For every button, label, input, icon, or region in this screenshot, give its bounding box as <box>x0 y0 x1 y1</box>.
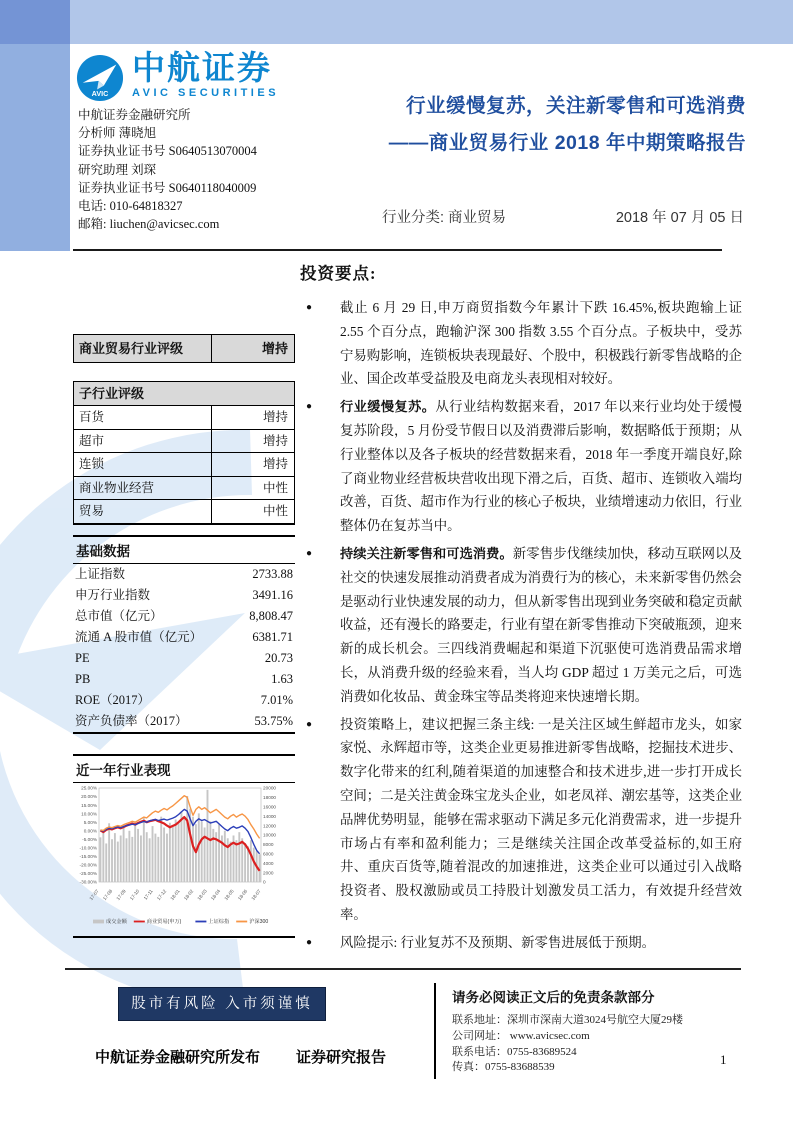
row-value: 2733.88 <box>252 566 293 581</box>
table-row <box>74 477 294 501</box>
phone-line: 电话: 010-64818327 <box>78 199 183 214</box>
row-label: 百货 <box>74 406 212 429</box>
svg-text:16000: 16000 <box>263 804 277 809</box>
table-row <box>74 453 294 477</box>
bullet-text <box>340 713 742 927</box>
report-meta <box>382 206 744 227</box>
sidebar <box>73 334 295 938</box>
assistant-license: 证券执业证书号 S0640118040009 <box>78 180 257 195</box>
svg-text:商业贸易(申万): 商业贸易(申万) <box>146 918 182 925</box>
svg-text:0.00%: 0.00% <box>83 827 97 833</box>
row-label: 申万行业指数 <box>75 587 151 602</box>
bullet-lead: 持续关注新零售和可选消费。 <box>340 545 513 561</box>
top-band-left <box>0 0 70 44</box>
table-row <box>73 585 295 606</box>
page-number: 1 <box>720 1052 727 1067</box>
svg-text:10000: 10000 <box>263 832 277 838</box>
risk-warning-box: 股市有风险 入市须谨慎 <box>118 987 326 1021</box>
row-label: 资产负债率（2017） <box>75 713 188 728</box>
svg-text:17-09: 17-09 <box>115 888 127 901</box>
svg-text:18-01: 18-01 <box>169 888 181 901</box>
bullet-body: 投资策略上，建议把握三条主线: 一是关注区域生鲜超市龙头，如家家悦、永辉超市等，这类企业更易推进新零售战略，挖掘技术进步、数字化带来的红利,随着渠道的加速整合和技术进步,进一步打开成长空间；二是关注黄金珠宝龙头企业，如老凤祥、潮宏基等，这类企业品牌优势明显，能够在需求驱动下满足多元化消费需求，进一步提升市场占有率和盈利能力；三是继续关注国企改革受益标的,如王府井、重庆百货等,随着混改的加速推进，这类企业可以通过引入战略投资者、股权激励或员工持股计划激发员工活力，有效提升经营效率。 <box>340 716 742 922</box>
svg-text:成交金额: 成交金额 <box>106 918 127 925</box>
assistant-name: 研究助理 刘琛 <box>78 162 157 177</box>
svg-text:12000: 12000 <box>263 822 277 828</box>
contact-phone: 联系电话：0755-83689524 <box>452 1045 577 1058</box>
svg-text:17-11: 17-11 <box>142 888 154 901</box>
industry-rating-label: 商业贸易行业评级 <box>74 335 212 362</box>
svg-text:18-06: 18-06 <box>236 888 249 901</box>
svg-text:5.00%: 5.00% <box>83 819 97 825</box>
svg-text:20.00%: 20.00% <box>81 793 97 799</box>
bullet-text <box>340 542 742 709</box>
svg-text:18-05: 18-05 <box>223 888 235 901</box>
logo-name-en: AVIC SECURITIES <box>132 87 280 99</box>
analyst-license: 证券执业证书号 S0640513070004 <box>78 144 257 159</box>
logo-name-cn: 中航证券 <box>132 49 272 86</box>
row-label: 贸易 <box>74 500 212 523</box>
industry-category: 行业分类: 商业贸易 <box>382 210 507 226</box>
analyst-info <box>78 106 378 233</box>
svg-text:18-04: 18-04 <box>209 888 222 901</box>
row-label: ROE（2017） <box>75 692 151 707</box>
section-title-investment-points: 投资要点: <box>300 264 377 283</box>
base-data-table <box>73 535 295 734</box>
table-row <box>73 711 295 732</box>
row-value: 6381.71 <box>252 629 293 644</box>
table-row <box>73 606 295 627</box>
row-label: 超市 <box>74 430 212 453</box>
row-value: 中性 <box>262 480 288 495</box>
analyst-name: 分析师 薄晓旭 <box>78 126 157 141</box>
email-line: 邮箱: liuchen@avicsec.com <box>78 217 220 232</box>
svg-text:-15.00%: -15.00% <box>79 853 97 859</box>
bullet-lead: 行业缓慢复苏。 <box>340 399 436 415</box>
svg-text:17-07: 17-07 <box>88 888 100 901</box>
row-value: 20.73 <box>264 650 293 665</box>
report-title <box>378 88 746 162</box>
performance-chart-box <box>73 754 295 938</box>
svg-text:20000: 20000 <box>263 785 277 791</box>
svg-text:17-12: 17-12 <box>155 888 168 901</box>
row-value: 3491.16 <box>252 587 293 602</box>
contact-address: 联系地址：深圳市深南大道3024号航空大厦29楼 <box>452 1014 683 1026</box>
table-row <box>73 690 295 711</box>
base-data-title: 基础数据 <box>73 537 295 564</box>
company-logo <box>76 50 279 102</box>
row-value: 7.01% <box>260 692 293 707</box>
list-item <box>300 296 742 391</box>
row-label: 流通 A 股市值（亿元） <box>75 629 203 644</box>
svg-text:17-10: 17-10 <box>128 888 141 901</box>
svg-text:18-02: 18-02 <box>182 888 195 901</box>
svg-text:2000: 2000 <box>263 869 274 875</box>
list-item <box>300 931 742 955</box>
row-value: 增持 <box>262 433 288 448</box>
row-label: 总市值（亿元） <box>75 608 163 623</box>
svg-text:25.00%: 25.00% <box>81 785 97 791</box>
list-item <box>300 713 742 927</box>
header-divider <box>73 249 722 251</box>
report-title-line2: ——商业贸易行业 2018 年中期策略报告 <box>388 132 746 154</box>
svg-text:沪深300: 沪深300 <box>249 918 269 925</box>
bullet-body: 从行业结构数据来看，2017 年以来行业均处于缓慢复苏阶段，5 月份受节假日以及消费滞后影响，数据略低于预期；从行业整体以及各子板块的经营数据来看，2018 年一季度开端良好,除了商业物业经营板块营收出现下滑之后，百货、超市、连锁收入端均改善，百货、超市作为行业的核心子板块，业绩增速动力依旧，行业整体仍在复苏当中。 <box>340 399 742 534</box>
row-label: 商业物业经营 <box>74 477 212 500</box>
svg-text:4000: 4000 <box>263 860 274 866</box>
svg-text:17-08: 17-08 <box>101 888 114 901</box>
list-item <box>300 542 742 709</box>
sub-industry-rating-table <box>73 381 295 525</box>
row-value: 8,808.47 <box>249 608 293 623</box>
bullet-text <box>340 296 742 391</box>
bullet-body: 风险提示: 行业复苏不及预期、新零售进展低于预期。 <box>340 934 656 950</box>
row-label: PB <box>75 671 91 686</box>
avic-badge-text: AVIC <box>91 89 109 99</box>
main-content <box>300 260 742 959</box>
footer-vertical-divider <box>434 983 436 1079</box>
bullet-icon: ● <box>306 718 313 730</box>
svg-text:18-03: 18-03 <box>196 888 208 901</box>
svg-text:-25.00%: -25.00% <box>79 870 97 876</box>
svg-text:-20.00%: -20.00% <box>79 862 97 868</box>
avic-logo-icon <box>76 54 124 102</box>
industry-performance-chart <box>73 783 291 929</box>
svg-text:18000: 18000 <box>263 794 277 800</box>
svg-text:15.00%: 15.00% <box>81 802 97 808</box>
top-band <box>70 0 793 44</box>
bullet-text <box>340 395 742 538</box>
bullet-icon: ● <box>306 302 313 313</box>
bullet-body: 新零售步伐继续加快，移动互联网以及社交的快速发展推动消费者成为消费行为的核心，未来新零售仍然会是驱动行业快速发展的动力，但从新零售出现到业务突破和稳定贡献收益，还有漫长的路要走，行业有望在新零售推动下突破瓶颈，迎来新的成长机会。三四线消费崛起和渠道下沉驱使可选消费品需求增长，从消费升级的经验来看，当人均 GDP 超过 1 万美元之后，可选消费如化妆品、黄金珠宝等品类将迎来快速增长期。 <box>340 545 743 704</box>
row-label: 上证指数 <box>75 566 126 581</box>
table-row <box>73 669 295 690</box>
row-value: 增持 <box>262 457 288 471</box>
table-row <box>73 564 295 585</box>
performance-chart-title: 近一年行业表现 <box>73 756 295 783</box>
table-row <box>74 430 294 454</box>
report-date: 2018 年 07 月 05 日 <box>615 210 744 226</box>
bullet-list <box>300 296 742 955</box>
footer-divider <box>65 968 741 970</box>
left-margin-strip <box>0 44 70 251</box>
row-label: PE <box>75 650 90 665</box>
logo-text <box>132 50 279 99</box>
table-row <box>74 500 294 523</box>
bullet-icon: ● <box>306 401 313 413</box>
table-row <box>73 648 295 669</box>
row-value: 53.75% <box>254 713 293 728</box>
list-item <box>300 395 742 538</box>
svg-text:10.00%: 10.00% <box>81 810 97 816</box>
svg-text:-10.00%: -10.00% <box>79 845 97 851</box>
disclaimer-note: 请务必阅读正文后的免责条款部分 <box>452 990 655 1005</box>
svg-text:0: 0 <box>263 879 266 885</box>
contact-website: 公司网址： www.avicsec.com <box>452 1029 590 1042</box>
industry-rating-table <box>73 334 295 363</box>
svg-text:上证综指: 上证综指 <box>208 918 230 925</box>
table-row <box>74 406 294 430</box>
sub-rating-title: 子行业评级 <box>74 382 294 406</box>
svg-text:18-07: 18-07 <box>250 888 262 901</box>
svg-text:6000: 6000 <box>263 851 274 856</box>
publisher-line <box>95 1046 386 1067</box>
table-row <box>73 627 295 648</box>
row-value: 中性 <box>262 504 288 518</box>
publisher-name: 中航证券金融研究所发布 <box>95 1049 261 1066</box>
report-title-line1: 行业缓慢复苏，关注新零售和可选消费 <box>405 95 746 117</box>
svg-text:14000: 14000 <box>263 813 277 819</box>
svg-text:-5.00%: -5.00% <box>82 836 97 842</box>
bullet-body: 截止 6 月 29 日,申万商贸指数今年累计下跌 16.45%,板块跑输上证 2.55 个百分点，跑输沪深 300 指数 3.55 个百分点。子板块中，受苏宁易购影响，连锁板块表现最好、个股中，积极践行新零售战略的企业、国企改革受益股及电商龙头表现相对较好。 <box>340 300 742 387</box>
svg-text:8000: 8000 <box>263 841 274 847</box>
bullet-text <box>340 931 742 955</box>
footer-contact-block <box>452 986 742 1076</box>
row-value: 1.63 <box>271 671 293 686</box>
research-institute: 中航证券金融研究所 <box>78 108 191 122</box>
report-type: 证券研究报告 <box>296 1049 387 1066</box>
industry-rating-value: 增持 <box>261 341 288 356</box>
row-value: 增持 <box>262 410 288 424</box>
bullet-icon: ● <box>306 547 313 559</box>
row-label: 连锁 <box>74 453 212 476</box>
contact-fax: 传真：0755-83688539 <box>452 1061 555 1074</box>
svg-text:-30.00%: -30.00% <box>79 879 97 885</box>
bullet-icon: ● <box>306 936 313 948</box>
